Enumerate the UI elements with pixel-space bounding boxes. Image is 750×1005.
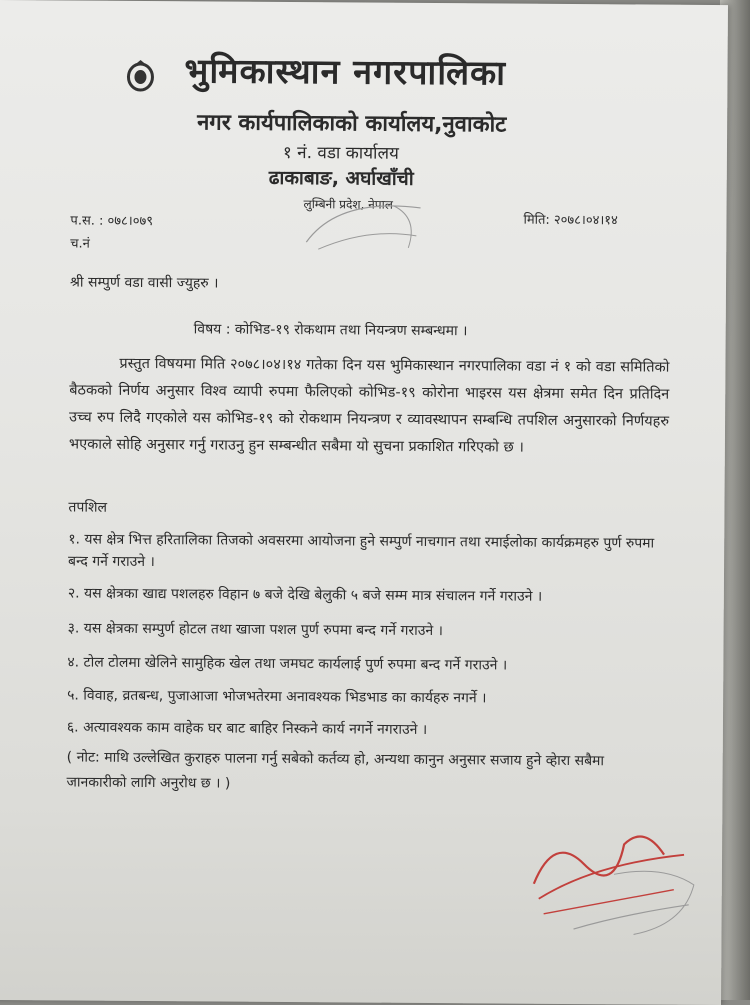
nepal-emblem-icon: [125, 59, 155, 93]
office-location: ढाकाबाङ, अर्घाखाँची: [268, 166, 414, 190]
list-item: ५. विवाह, व्रतबन्ध, पुजाआजा भोजभतेरमा अनावश्यक भिडभाड का कार्यहरु नगर्ने ।: [67, 687, 487, 707]
body-text: प्रस्तुत विषयमा मिति २०७८।०४।१४ गतेका दिन यस भुमिकास्थान नगरपालिका वडा नं १ को वडा समितिको बैठकको निर्णय अनुसार विश्व व्यापी रुपमा फैलिएको कोभिड-१९ कोरोना भाइरस यस क्षेत्रमा समेत दिन प्रतिदिन उच्च रुप लिदै गएकोले यस कोभिड-१९ को रोकथाम नियन्त्रण र व्यावस्थापन सम्बन्धि तपशिल अनुसारको निर्णयहरु भएकाले सोहि अनुसार गर्नु गराउनु हुन सम्बन्धीत सबैमा यो सुचना प्रकाशित गरिएको छ ।: [68, 355, 670, 456]
signature-stamp: [513, 804, 704, 945]
reference-number: प.स. : ०७८।०७९: [70, 213, 154, 230]
municipality-name: भुमिकास्थान नगरपालिका: [184, 51, 507, 94]
province-name: लुम्बिनी प्रदेश, नेपाल: [303, 197, 393, 212]
details-heading: तपशिल: [68, 499, 108, 516]
office-seal-stamp: [298, 187, 428, 258]
body-paragraph: [69, 350, 670, 462]
list-item: ६. अत्यावश्यक काम वाहेक घर बाट बाहिर निस्कने कार्य नगर्ने नगराउने ।: [66, 719, 428, 738]
note-text: ( नोट: माथि उल्लेखित कुराहरु पालना गर्नु सबेको कर्तव्य हो, अन्यथा कानुन अनुसार सजाय हुने व्हेारा सबैमा जानकारीको लागि अनुरोध छ । ): [66, 749, 605, 792]
letter-date: मिति: २०७८।०४।१४: [523, 212, 618, 229]
office-name: नगर कार्यपालिकाको कार्यालय,नुवाकोट: [197, 110, 507, 138]
list-item: ३. यस क्षेत्रका सम्पुर्ण होटल तथा खाजा पशल पुर्ण रुपमा बन्द गर्ने गराउने ।: [67, 620, 443, 640]
dispatch-number: च.नं: [70, 236, 90, 252]
subject-line: विषय : कोभिड-१९ रोकथाम तथा नियन्त्रण सम्बन्धमा ।: [193, 321, 468, 340]
list-item: ४. टोल टोलमा खेलिने सामुहिक खेल तथा जमघट कार्यलाई पुर्ण रुपमा बन्द गर्ने गराउने ।: [67, 654, 508, 674]
list-item: २. यस क्षेत्रका खाद्य पशलहरु विहान ७ बजे देखि बेलुकी ५ बजे सम्म मात्र संचालन गर्ने गराउने ।: [67, 585, 543, 605]
list-item: १. यस क्षेत्र भित्त हरितालिका तिजको अवसरमा आयोजना हुने सम्पुर्ण नाचगान तथा रमाईलोका कार्यक्रमहरु पुर्ण रुपमा बन्द गर्ने गराउने ।: [68, 531, 655, 571]
ward-office: १ नं. वडा कार्यालय: [282, 142, 399, 164]
addressee: श्री सम्पुर्ण वडा वासी ज्युहरु ।: [69, 274, 219, 292]
